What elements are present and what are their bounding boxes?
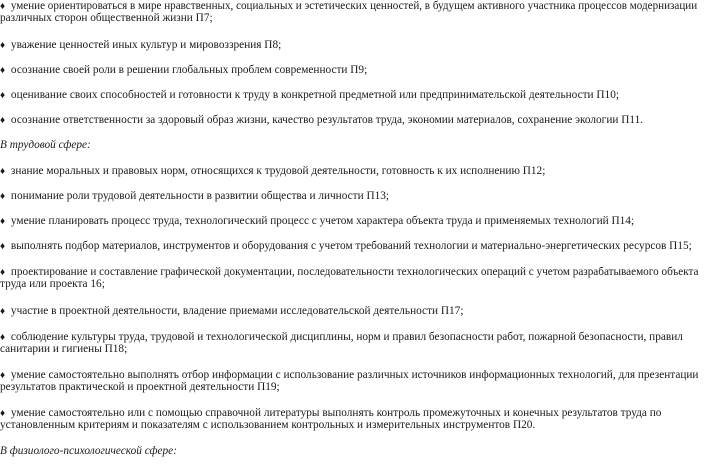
diamond-bullet-icon: ♦ bbox=[0, 267, 6, 278]
list-item bbox=[0, 215, 634, 228]
list-item-text: санитарии и гигиены П18; bbox=[0, 343, 128, 355]
list-item bbox=[0, 305, 463, 318]
list-item-text: выполнять подбор материалов, инструментов и оборудования с учетом требований технологии и материально-энергетических ресурсов П15; bbox=[8, 240, 692, 252]
list-item-continuation bbox=[0, 419, 535, 432]
list-item-continuation bbox=[0, 278, 105, 291]
diamond-bullet-icon: ♦ bbox=[0, 370, 6, 381]
diamond-bullet-icon: ♦ bbox=[0, 115, 6, 126]
diamond-bullet-icon: ♦ bbox=[0, 216, 6, 227]
list-item-text: участие в проектной деятельности, владение приемами исследовательской деятельности П17; bbox=[8, 305, 464, 317]
diamond-bullet-icon: ♦ bbox=[0, 40, 6, 51]
section-heading-text: В физиолого-психологической сфере: bbox=[0, 445, 177, 457]
list-item-continuation bbox=[0, 343, 127, 356]
diamond-bullet-icon: ♦ bbox=[0, 166, 6, 177]
list-item-text: умение самостоятельно выполнять отбор информации с использование различных источников информационных технологий, для презентации bbox=[8, 369, 699, 381]
list-item-text: оценивание своих способностей и готовности к труду в конкретной предметной или предпринимательской деятельности П10; bbox=[8, 89, 619, 101]
list-item bbox=[0, 240, 692, 253]
list-item-continuation bbox=[0, 12, 213, 25]
list-item bbox=[0, 190, 389, 203]
section-heading-text: В трудовой сфере: bbox=[0, 139, 91, 151]
diamond-bullet-icon: ♦ bbox=[0, 306, 6, 317]
list-item bbox=[0, 39, 281, 52]
list-item-text: умение планировать процесс труда, технологический процесс с учетом характера объекта труда и применяемых технологий П14; bbox=[8, 215, 635, 227]
diamond-bullet-icon: ♦ bbox=[0, 241, 6, 252]
list-item-continuation bbox=[0, 381, 280, 394]
list-item-text: умение ориентироваться в мире нравственных, социальных и эстетических ценностей, в будущем активного участника процессов модернизации bbox=[8, 0, 698, 12]
list-item-text: результатов практической и проектной деятельности П19; bbox=[0, 381, 280, 393]
list-item-text: осознание своей роли в решении глобальных проблем современности П9; bbox=[8, 64, 368, 76]
list-item-text: установленным критериям и показателям с использованием контрольных и измерительных инструментов П20. bbox=[0, 419, 536, 431]
list-item-text: различных сторон общественной жизни П7; bbox=[0, 12, 213, 24]
list-item-text: труда или проекта 16; bbox=[0, 278, 105, 290]
section-heading-physiological bbox=[0, 445, 177, 458]
list-item bbox=[0, 165, 545, 178]
section-heading-labor bbox=[0, 139, 91, 152]
list-item-text: соблюдение культуры труда, трудовой и технологической дисциплины, норм и правил безопасности работ, пожарной безопасности, правил bbox=[8, 331, 683, 343]
diamond-bullet-icon: ♦ bbox=[0, 332, 6, 343]
list-item bbox=[0, 89, 619, 102]
list-item-text: знание моральных и правовых норм, относящихся к трудовой деятельности, готовность к их исполнению П12; bbox=[8, 165, 546, 177]
diamond-bullet-icon: ♦ bbox=[0, 90, 6, 101]
diamond-bullet-icon: ♦ bbox=[0, 1, 6, 12]
diamond-bullet-icon: ♦ bbox=[0, 191, 6, 202]
list-item bbox=[0, 64, 367, 77]
diamond-bullet-icon: ♦ bbox=[0, 65, 6, 76]
list-item-text: понимание роли трудовой деятельности в развитии общества и личности П13; bbox=[8, 190, 390, 202]
diamond-bullet-icon: ♦ bbox=[0, 408, 6, 419]
list-item-text: умение самостоятельно или с помощью справочной литературы выполнять контроль промежуточных и конечных результатов труда по bbox=[8, 407, 662, 419]
list-item bbox=[0, 114, 643, 127]
list-item-text: осознание ответственности за здоровый образ жизни, качество результатов труда, экономии материалов, сохранение экологии П11. bbox=[8, 114, 644, 126]
list-item-text: проектирование и составление графической документации, последовательности технологических операций с учетом разрабатываемого объекта bbox=[8, 266, 699, 278]
list-item-text: уважение ценностей иных культур и мировоззрения П8; bbox=[8, 39, 282, 51]
